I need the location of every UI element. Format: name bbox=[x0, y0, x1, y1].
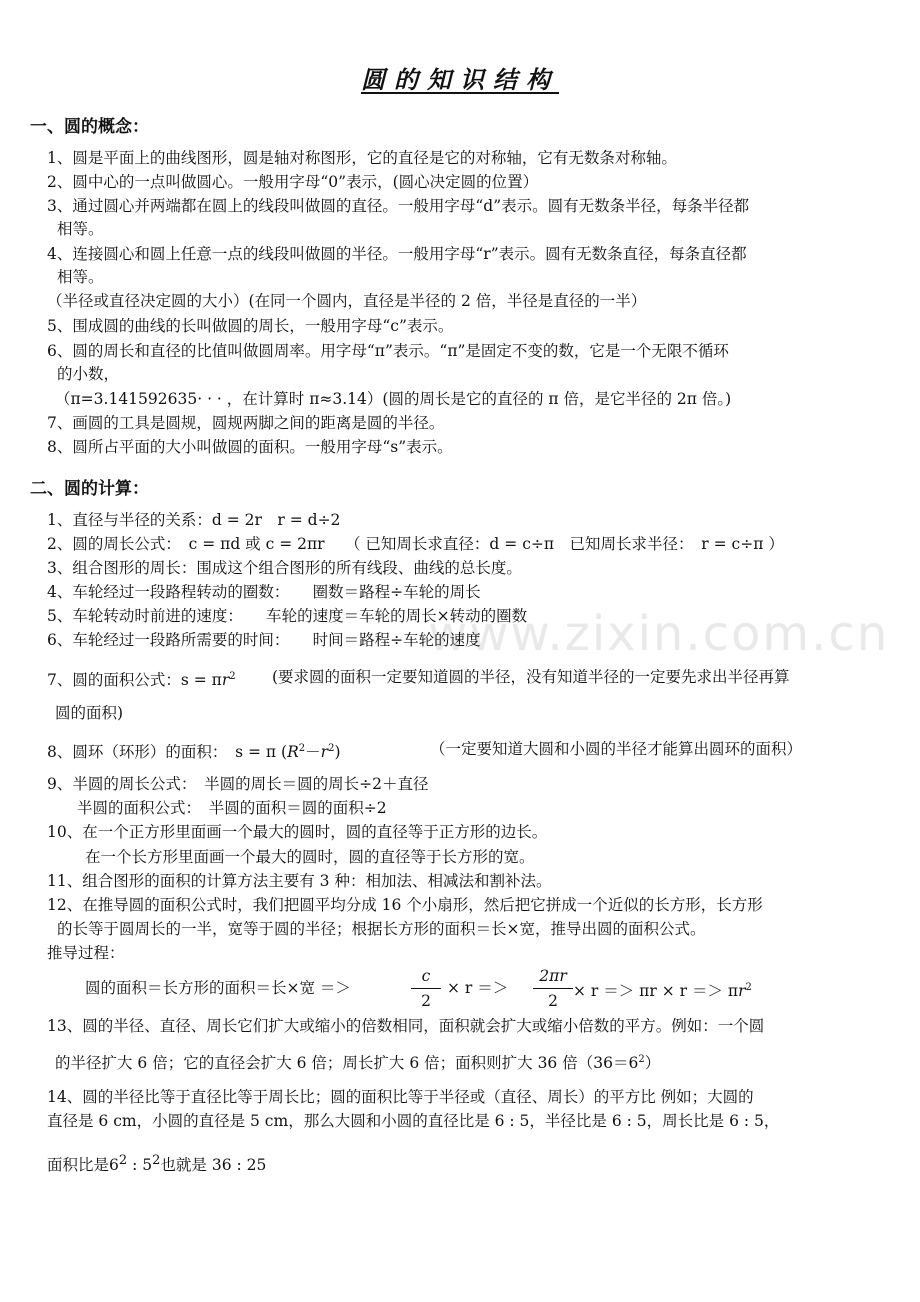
fraction-2pir-over-2 bbox=[533, 966, 573, 1011]
calc-13-cont bbox=[55, 1049, 660, 1074]
calc-11: 11、组合图形的面积的计算方法主要有 3 种：相加法、相减法和割补法。 bbox=[47, 872, 552, 890]
square-exponent: 2 bbox=[118, 1153, 128, 1168]
calc-10-cont: 在一个长方形里面画一个最大的圆时，圆的直径等于长方形的宽。 bbox=[85, 848, 535, 866]
concept-2: 2、圆中心的一点叫做圆心。一般用字母“0”表示，(圆心决定圆的位置） bbox=[47, 173, 539, 191]
calc-13: 13、圆的半径、直径、周长它们扩大或缩小的倍数相同，面积就会扩大或缩小倍数的平方。例如：一个圆 bbox=[47, 1017, 765, 1035]
concept-8: 8、圆所占平面的大小叫做圆的面积。一般用字母“s”表示。 bbox=[47, 438, 453, 456]
calc-8-label: 8、圆环（环形）的面积： s = π ( bbox=[47, 743, 288, 762]
section1-heading: 一、圆的概念： bbox=[30, 117, 149, 137]
square-exponent: 2 bbox=[638, 1054, 645, 1065]
derivation-step-2: × r ＝＞ bbox=[447, 979, 509, 997]
fraction-numerator: 2πr bbox=[539, 967, 567, 985]
calc-12-cont: 的长等于圆周长的一半，宽等于圆的半径；根据长方形的面积＝长×宽，推导出圆的面积公式。 bbox=[57, 920, 706, 938]
radius-symbol: r bbox=[221, 671, 230, 690]
square-exponent: 2 bbox=[229, 671, 236, 682]
calc-14: 14、圆的半径比等于直径比等于周长比；圆的面积比等于半径或（直径、周长）的平方比 例如；大圆的 bbox=[47, 1088, 754, 1106]
derivation-step-3 bbox=[573, 977, 752, 1002]
calc-4: 4、车轮经过一段路程转动的圈数： 圈数＝路程÷车轮的周长 bbox=[47, 583, 481, 601]
calc-12: 12、在推导圆的面积公式时，我们把圆平均分成 16 个小扇形，然后把它拼成一个近似的长方形，长方形 bbox=[47, 896, 763, 914]
derivation-label: 推导过程： bbox=[47, 944, 125, 962]
fraction-denominator: 2 bbox=[548, 992, 558, 1010]
fraction-c-over-2 bbox=[411, 966, 441, 1011]
section2-heading: 二、圆的计算： bbox=[30, 479, 149, 499]
fraction-bar bbox=[411, 988, 441, 989]
radius-symbol: r bbox=[738, 982, 746, 1001]
big-radius-symbol: R bbox=[287, 743, 299, 762]
calc-9: 9、半圆的周长公式： 半圆的周长＝圆的周长÷2＋直径 bbox=[47, 775, 429, 793]
concept-6-cont: 的小数， bbox=[57, 365, 120, 383]
close-paren: ) bbox=[334, 743, 341, 762]
close-paren: ） bbox=[644, 1054, 661, 1073]
square-exponent: 2 bbox=[152, 1153, 161, 1168]
concept-1: 1、圆是平面上的曲线图形，圆是轴对称图形，它的直径是它的对称轴，它有无数条对称轴。 bbox=[47, 149, 677, 167]
calc-9-area: 半圆的面积公式： 半圆的面积＝圆的面积÷2 bbox=[77, 799, 387, 817]
square-exponent: 2 bbox=[328, 743, 335, 754]
concept-3-cont: 相等。 bbox=[57, 220, 104, 238]
square-exponent: 2 bbox=[298, 743, 306, 754]
derivation-step-1: 圆的面积＝长方形的面积＝长×宽 ＝＞ bbox=[85, 979, 351, 997]
calc-13-cont-text: 的半径扩大 6 倍；它的直径会扩大 6 倍；周长扩大 6 倍；面积则扩大 36 倍（36＝6 bbox=[55, 1054, 639, 1073]
page-title: 圆的知识结构 bbox=[361, 65, 559, 94]
calc-2: 2、圆的周长公式： c = πd 或 c = 2πr （ 已知周长求直径：d = c÷π 已知周长求半径： r = c÷π ） bbox=[47, 535, 784, 553]
calc-1: 1、直径与半径的关系：d = 2r r = d÷2 bbox=[47, 511, 341, 529]
calc-6: 6、车轮经过一段路所需要的时间： 时间＝路程÷车轮的速度 bbox=[47, 631, 481, 649]
calc-10: 10、在一个正方形里面画一个最大的圆时，圆的直径等于正方形的边长。 bbox=[47, 823, 548, 841]
ratio-term-6: 6 bbox=[109, 1156, 119, 1175]
concept-3: 3、通过圆心并两端都在圆上的线段叫做圆的直径。一般用字母“d”表示。圆有无数条半径，每条半径都 bbox=[47, 197, 750, 215]
calc-7-note: (要求圆的面积一定要知道圆的半径，没有知道半径的一定要先求出半径再算 bbox=[272, 668, 790, 686]
area-ratio-result: 也就是 36 : 25 bbox=[160, 1156, 267, 1175]
watermark: www.zixin.com.cn bbox=[428, 606, 890, 662]
derivation-step-3-text: × r ＝＞ πr × r ＝＞ π bbox=[573, 982, 739, 1001]
calc-8 bbox=[47, 738, 341, 763]
concept-6: 6、圆的周长和直径的比值叫做圆周率。用字母“π”表示。“π”是固定不变的数，它是一个无限不循环 bbox=[47, 342, 729, 360]
calc-7-label: 7、圆的面积公式：s = π bbox=[47, 671, 222, 690]
fraction-denominator: 2 bbox=[421, 992, 431, 1010]
concept-7: 7、画圆的工具是圆规，圆规两脚之间的距离是圆的半径。 bbox=[47, 414, 445, 432]
minus-sign: － bbox=[305, 743, 321, 762]
calc-7-note-cont: 圆的面积) bbox=[55, 704, 124, 722]
calc-5: 5、车轮转动时前进的速度： 车轮的速度＝车轮的周长×转动的圈数 bbox=[47, 607, 528, 625]
concept-4: 4、连接圆心和圆上任意一点的线段叫做圆的半径。一般用字母“r”表示。圆有无数条直径，每条直径都 bbox=[47, 245, 747, 263]
ratio-term-5: 5 bbox=[142, 1156, 153, 1175]
calc-14-ratio bbox=[47, 1150, 266, 1176]
fraction-bar bbox=[533, 988, 573, 989]
concept-pi-note: （π=3.141592635· · · ，在计算时 π≈3.14）(圆的周长是它的直径的 π 倍，是它半径的 2π 倍。) bbox=[55, 390, 732, 408]
calc-8-note: （一定要知道大圆和小圆的半径才能算出圆环的面积） bbox=[430, 740, 803, 758]
calc-14-cont: 直径是 6 cm，小圆的直径是 5 cm，那么大圆和小圆的直径比是 6 : 5，半径比是 6 : 5，周长比是 6 : 5， bbox=[47, 1112, 780, 1130]
concept-note: （半径或直径决定圆的大小）(在同一个圆内，直径是半径的 2 倍，半径是直径的一半） bbox=[47, 292, 647, 310]
concept-4-cont: 相等。 bbox=[57, 268, 104, 286]
radius-symbol: r bbox=[320, 743, 329, 762]
square-exponent: 2 bbox=[745, 982, 752, 993]
area-ratio-label: 面积比是 bbox=[47, 1156, 110, 1175]
ratio-colon: : bbox=[127, 1156, 143, 1175]
fraction-numerator: c bbox=[421, 967, 431, 985]
calc-3: 3、组合图形的周长：围成这个组合图形的所有线段、曲线的总长度。 bbox=[47, 559, 522, 577]
concept-5: 5、围成圆的曲线的长叫做圆的周长，一般用字母“c”表示。 bbox=[47, 317, 454, 335]
calc-7 bbox=[47, 666, 236, 691]
